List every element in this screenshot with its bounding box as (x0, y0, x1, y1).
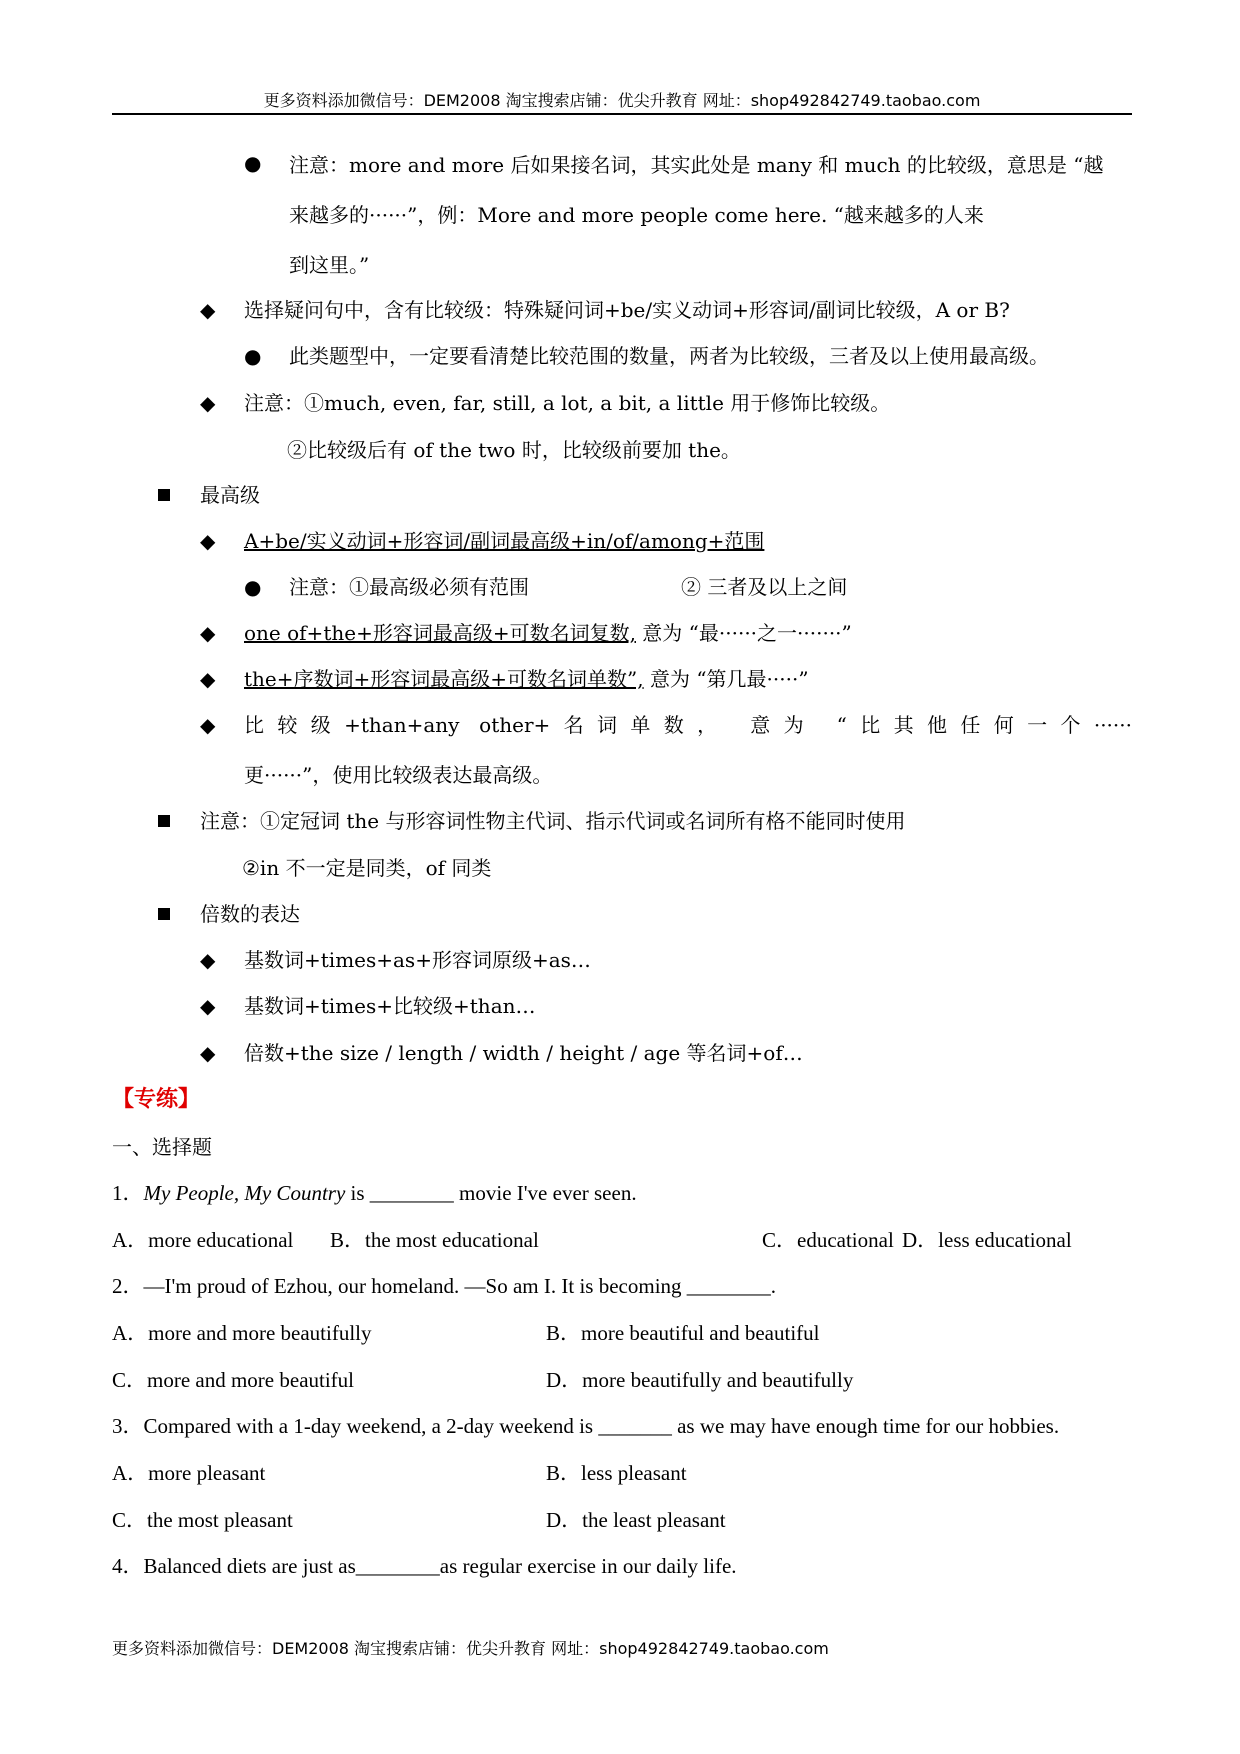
ordinal-meaning: 意为 “第几最·····” (643, 667, 809, 691)
one-of-meaning: 意为 “最······之一·······” (635, 621, 852, 645)
question-2-option-d[interactable]: D．more beautifully and beautifully (546, 1368, 854, 1392)
modifier-note-1: 注意：①much, even, far, still, a lot, a bit, a little 用于修饰比较级。 (244, 391, 891, 415)
article-note-2: ②in 不一定是同类，of 同类 (242, 856, 492, 880)
question-2-option-c[interactable]: C．more and more beautiful (112, 1368, 355, 1392)
square-bullet-icon (158, 489, 170, 501)
diamond-bullet-icon: ◆ (200, 713, 216, 737)
note-more-line-3: 到这里。” (289, 253, 370, 277)
page-footer: 更多资料添加微信号：DEM2008 淘宝搜索店铺：优尖升教育 网址：shop492842749.taobao.com (112, 1639, 829, 1658)
question-3-option-d[interactable]: D．the least pleasant (546, 1508, 726, 1532)
diamond-bullet-icon: ◆ (200, 1041, 216, 1065)
square-bullet-icon (158, 815, 170, 827)
question-4: 4．Balanced diets are just as________as regular exercise in our daily life. (112, 1554, 737, 1578)
one-of-pattern: one of+the+形容词最高级+可数名词复数, (244, 621, 636, 645)
ordinal-pattern: the+序数词+形容词最高级+可数名词单数”, (244, 667, 644, 691)
question-3-option-c[interactable]: C．the most pleasant (112, 1508, 293, 1532)
than-any-rule-line-1: 比较级+than+any other+名词单数， 意为 “比其他任何一个······ (244, 713, 1132, 737)
than-any-rule-line-2: 更······”，使用比较级表达最高级。 (244, 763, 553, 787)
ordinal-rule (244, 667, 809, 691)
question-3: 3．Compared with a 1-day weekend, a 2-day weekend is _______ as we may have enough time for our hobbies. (112, 1414, 1060, 1438)
diamond-bullet-icon: ◆ (200, 529, 216, 553)
modifier-note-2: ②比较级后有 of the two 时，比较级前要加 the。 (287, 438, 741, 462)
superlative-note-range: 注意：①最高级必须有范围 (289, 575, 529, 599)
exercise-part-heading: 一、选择题 (112, 1135, 212, 1159)
diamond-bullet-icon: ◆ (200, 948, 216, 972)
choice-question-note: 此类题型中，一定要看清楚比较范围的数量，两者为比较级，三者及以上使用最高级。 (289, 344, 1049, 368)
diamond-bullet-icon: ◆ (200, 667, 216, 691)
question-1-stem: is ________ movie I've ever seen. (345, 1181, 637, 1205)
question-1-title: My People, My Country (143, 1181, 346, 1205)
superlative-heading: 最高级 (200, 483, 260, 507)
question-1-option-c[interactable]: C．educational (762, 1228, 894, 1252)
choice-question-rule: 选择疑问句中，含有比较级：特殊疑问词+be/实义动词+形容词/副词比较级，A or B? (244, 298, 1010, 322)
question-1 (112, 1181, 637, 1206)
question-3-option-b[interactable]: B．less pleasant (546, 1461, 687, 1485)
exercise-title: 【专练】 (112, 1087, 201, 1112)
diamond-bullet-icon: ◆ (200, 391, 216, 415)
question-3-option-a[interactable]: A．more pleasant (112, 1461, 266, 1485)
page-header: 更多资料添加微信号：DEM2008 淘宝搜索店铺：优尖升教育 网址：shop492842749.taobao.com (263, 91, 981, 110)
multiple-rule-3: 倍数+the size / length / width / height / age 等名词+of… (244, 1041, 803, 1065)
question-1-option-a[interactable]: A．more educational (112, 1228, 294, 1252)
diamond-bullet-icon: ◆ (200, 621, 216, 645)
header-divider (112, 113, 1132, 115)
question-2-option-a[interactable]: A．more and more beautifully (112, 1321, 372, 1345)
note-more-line-2: 来越多的······”，例：More and more people come here. “越来越多的人来 (289, 203, 984, 227)
round-bullet-icon: ● (244, 344, 262, 368)
question-1-number: 1． (112, 1181, 144, 1205)
question-2-option-b[interactable]: B．more beautiful and beautiful (546, 1321, 820, 1345)
round-bullet-icon: ● (244, 575, 262, 599)
question-2: 2．—I'm proud of Ezhou, our homeland. —So am I. It is becoming ________. (112, 1274, 777, 1298)
multiple-heading: 倍数的表达 (200, 902, 300, 926)
note-more-line-1: 注意：more and more 后如果接名词，其实此处是 many 和 much 的比较级，意思是 “越 (289, 153, 1104, 177)
one-of-rule (244, 621, 852, 645)
square-bullet-icon (158, 908, 170, 920)
multiple-rule-1: 基数词+times+as+形容词原级+as… (244, 948, 591, 972)
diamond-bullet-icon: ◆ (200, 298, 216, 322)
question-1-option-d[interactable]: D．less educational (902, 1228, 1072, 1252)
diamond-bullet-icon: ◆ (200, 994, 216, 1018)
superlative-note-three: ② 三者及以上之间 (681, 575, 848, 599)
superlative-rule: A+be/实义动词+形容词/副词最高级+in/of/among+范围 (244, 529, 765, 553)
question-1-option-b[interactable]: B．the most educational (330, 1228, 539, 1252)
article-note-1: 注意：①定冠词 the 与形容词性物主代词、指示代词或名词所有格不能同时使用 (200, 809, 906, 833)
multiple-rule-2: 基数词+times+比较级+than… (244, 994, 536, 1018)
round-bullet-icon: ● (244, 151, 262, 175)
